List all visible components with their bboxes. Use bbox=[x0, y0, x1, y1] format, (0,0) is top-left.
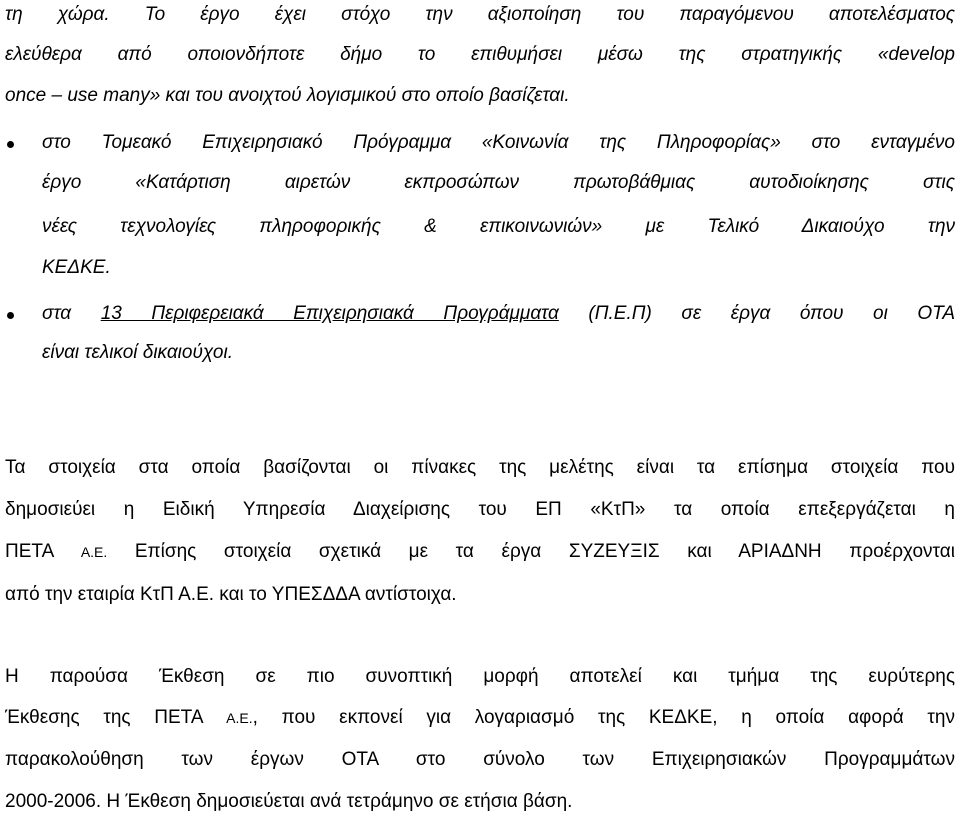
bullet-1-line-1: στο Τομεακό Επιχειρησιακό Πρόγραμμα «Κοινωνία της Πληροφορίας» στο ενταγμένο bbox=[42, 132, 955, 153]
paragraph-2-line-2: δημοσιεύει η Ειδική Υπηρεσία Διαχείρισης του ΕΠ «ΚτΠ» τα οποία επεξεργάζεται η bbox=[5, 499, 955, 520]
paragraph-3-line-2 bbox=[5, 706, 955, 730]
ae-abbrev: Α.Ε. bbox=[80, 544, 108, 560]
bullet-2-line-1 bbox=[42, 302, 955, 326]
bullet-2-suffix: (Π.Ε.Π) σε έργα όπου οι ΟΤΑ bbox=[558, 303, 955, 324]
intro-line-2: ελεύθερα από οποιονδήποτε δήμο το επιθυμήσει μέσω της στρατηγικής «develop bbox=[5, 44, 955, 65]
bullet-2-prefix: στα bbox=[42, 303, 101, 324]
bullet-2-line-2: είναι τελικοί δικαιούχοι. bbox=[42, 342, 234, 363]
intro-line-3: once – use many» και του ανοιχτού λογισμικού στο οποίο βασίζεται. bbox=[5, 85, 570, 106]
paragraph-2-line-3-rest: Επίσης στοιχεία σχετικά με τα έργα ΣΥΖΕΥΞΙΣ και ΑΡΙΑΔΝΗ προέρχονται bbox=[107, 541, 955, 562]
bullet-1-line-2: έργο «Κατάρτιση αιρετών εκπροσώπων πρωτοβάθμιας αυτοδιοίκησης στις bbox=[42, 172, 955, 193]
paragraph-2-line-3 bbox=[5, 540, 955, 564]
bullet-dot bbox=[7, 141, 14, 148]
bullet-dot bbox=[7, 312, 14, 319]
paragraph-3-line-1: Η παρούσα Έκθεση σε πιο συνοπτική μορφή αποτελεί και τμήμα της ευρύτερης bbox=[5, 666, 955, 687]
intro-line-1: τη χώρα. Το έργο έχει στόχο την αξιοποίηση του παραγόμενου αποτελέσματος bbox=[5, 4, 955, 25]
report-prefix: Έκθεσης της ΠΕΤΑ bbox=[5, 707, 227, 728]
bullet-1-line-3: νέες τεχνολογίες πληροφορικής & επικοινωνιών» με Τελικό Δικαιούχο την bbox=[42, 216, 955, 237]
paragraph-3-line-2-rest: , που εκπονεί για λογαριασμό της ΚΕΔΚΕ, η οποία αφορά την bbox=[252, 707, 955, 728]
bullet-1-line-4: ΚΕΔΚΕ. bbox=[42, 257, 111, 278]
paragraph-2-line-1: Τα στοιχεία στα οποία βασίζονται οι πίνακες της μελέτης είναι τα επίσημα στοιχεία που bbox=[5, 457, 955, 478]
programs-link[interactable]: 13 Περιφερειακά Επιχειρησιακά Προγράμματα bbox=[100, 303, 559, 324]
ae-abbrev: Α.Ε. bbox=[226, 710, 253, 726]
paragraph-2-line-4: από την εταιρία ΚτΠ Α.Ε. και το ΥΠΕΣΔΔΑ αντίστοιχα. bbox=[5, 584, 457, 605]
paragraph-3-line-4: 2000-2006. Η Έκθεση δημοσιεύεται ανά τετράμηνο σε ετήσια βάση. bbox=[5, 791, 573, 812]
paragraph-3-line-3: παρακολούθηση των έργων ΟΤΑ στο σύνολο των Επιχειρησιακών Προγραμμάτων bbox=[5, 749, 955, 770]
peta-label: ΠΕΤΑ bbox=[5, 541, 81, 562]
